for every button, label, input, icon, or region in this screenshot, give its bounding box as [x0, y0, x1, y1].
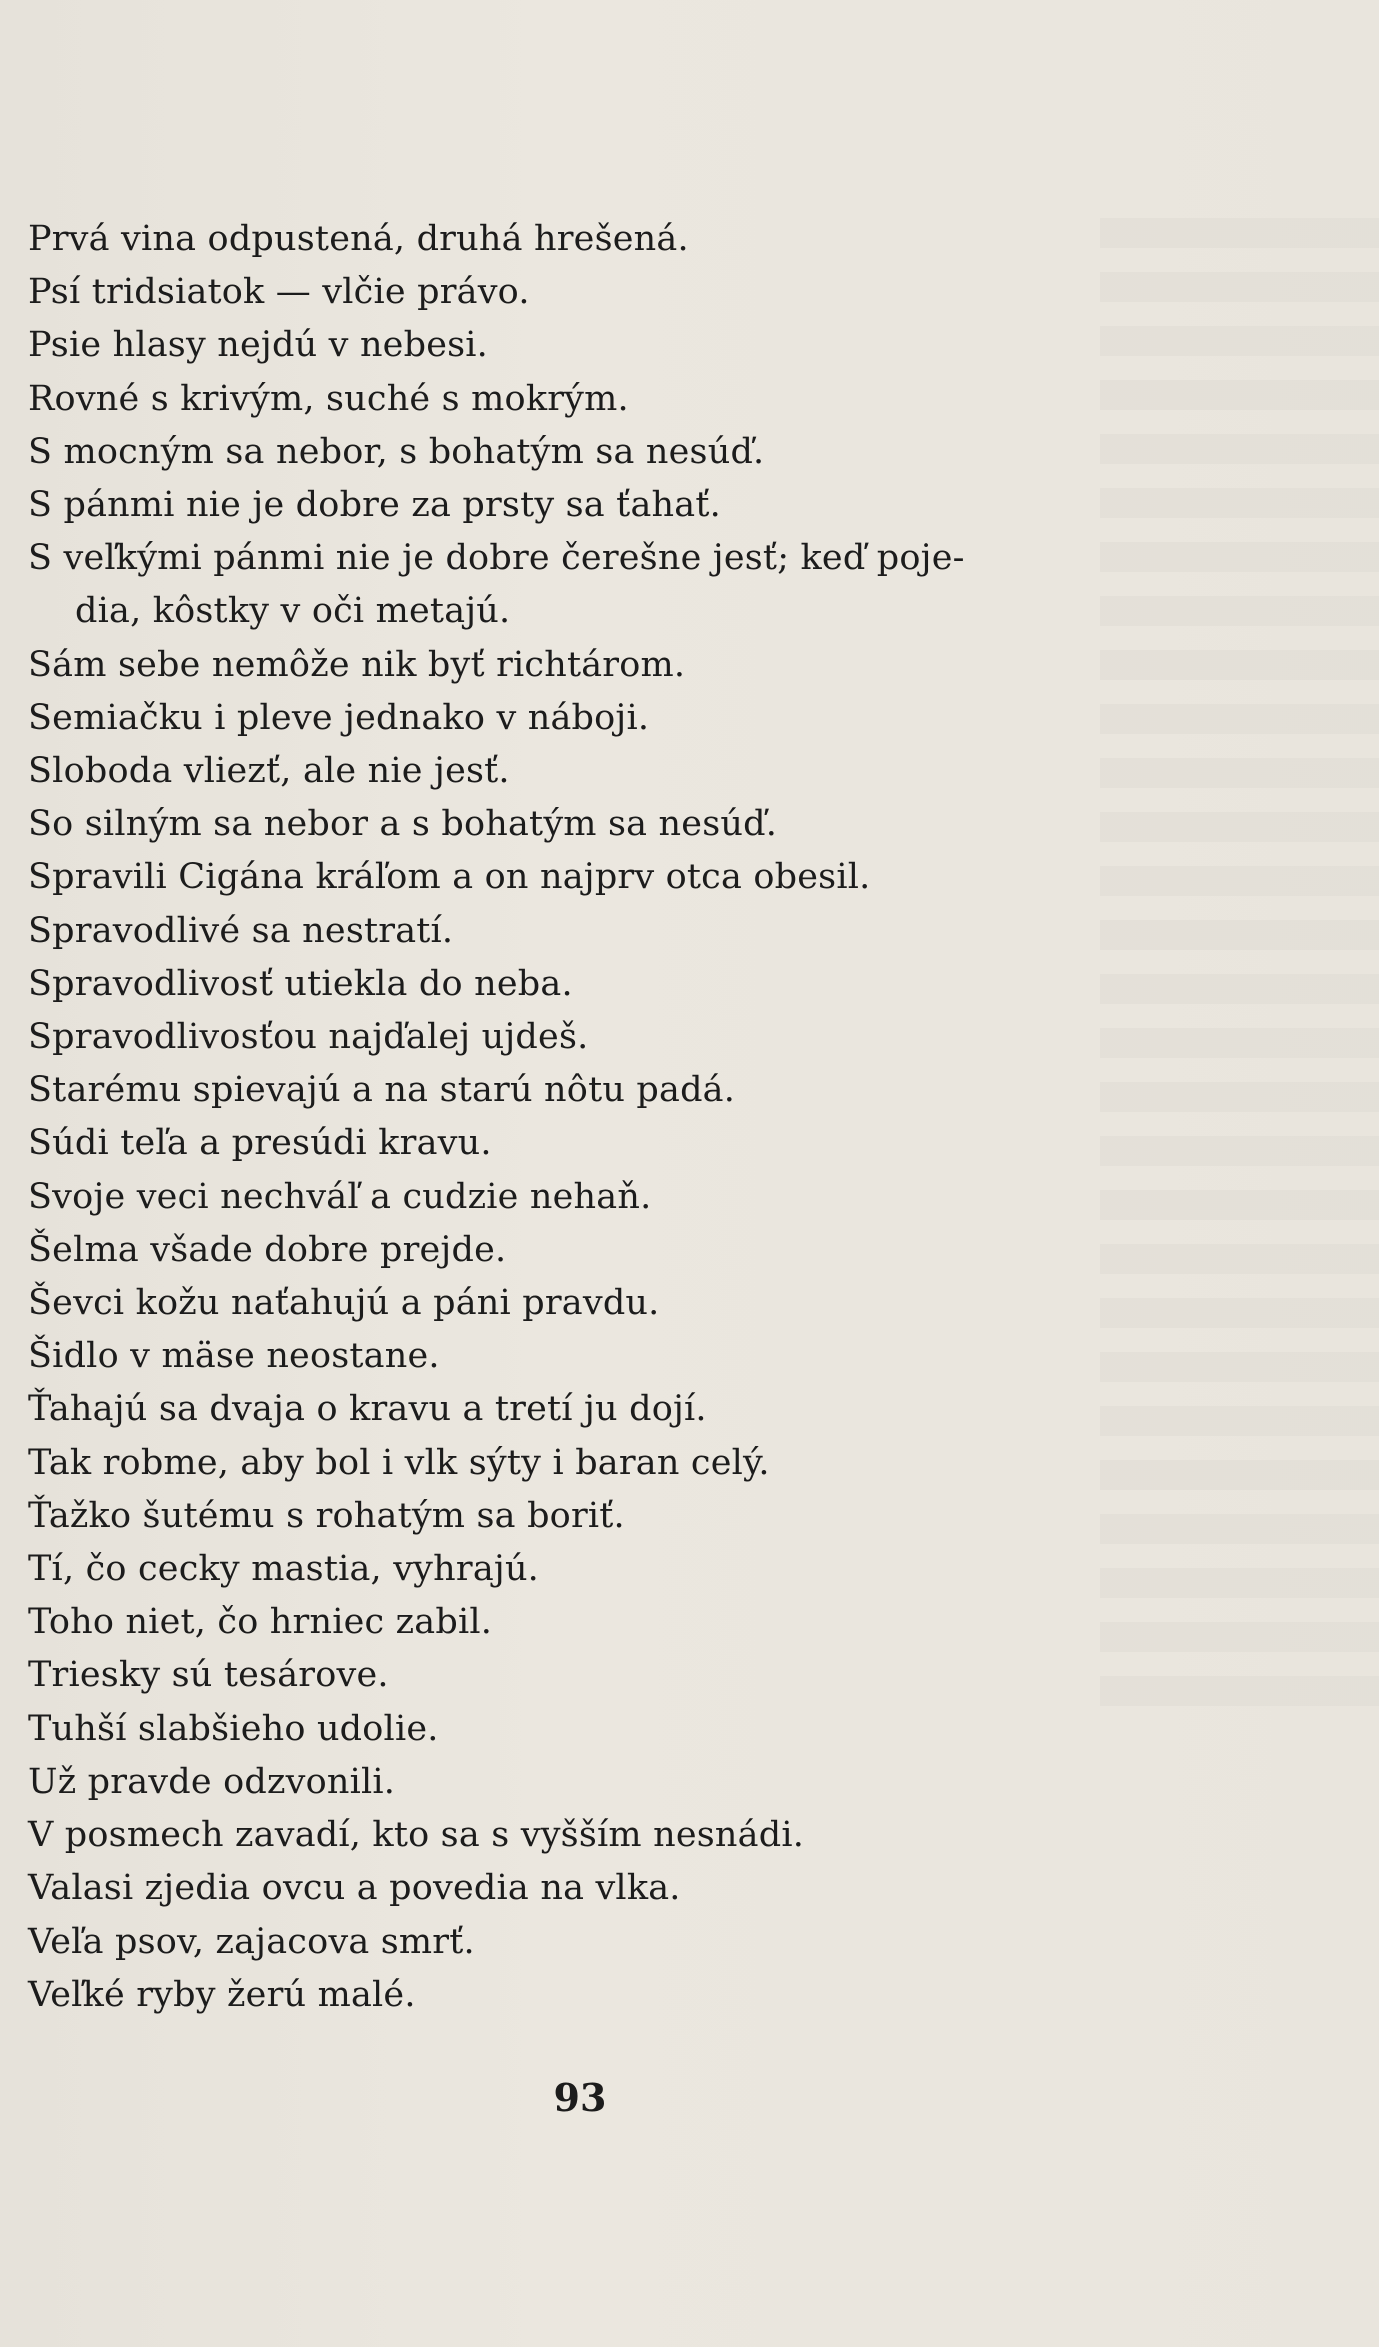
proverb-line: V posmech zavadí, kto sa s vyšším nesnádi.	[28, 1815, 805, 1856]
proverb-line: Psie hlasy nejdú v nebesi.	[28, 325, 488, 366]
proverb-line: Spravodlivosťou najďalej ujdeš.	[28, 1017, 589, 1058]
proverb-line: Semiačku i pleve jednako v náboji.	[28, 697, 650, 738]
proverb-line: Už pravde odzvonili.	[28, 1761, 396, 1802]
proverb-line-continuation: dia, kôstky v oči metajú.	[75, 591, 511, 632]
proverb-line: Svoje veci nechváľ a cudzie nehaň.	[28, 1176, 652, 1217]
proverb-line: Rovné s krivým, suché s mokrým.	[28, 378, 629, 419]
proverb-line: Valasi zjedia ovcu a povedia na vlka.	[28, 1868, 681, 1909]
proverb-line: So silným sa nebor a s bohatým sa nesúď.	[28, 804, 778, 845]
proverb-line: S pánmi nie je dobre za prsty sa ťahať.	[28, 485, 721, 526]
proverb-line: Veľa psov, zajacova smrť.	[28, 1921, 475, 1962]
proverb-line: Šelma všade dobre prejde.	[28, 1229, 507, 1270]
proverb-line: Starému spievajú a na starú nôtu padá.	[28, 1070, 736, 1111]
proverb-line: Tuhší slabšieho udolie.	[28, 1708, 439, 1749]
proverb-line: Ťažko šutému s rohatým sa boriť.	[28, 1495, 625, 1536]
proverb-line: Ševci kožu naťahujú a páni pravdu.	[28, 1283, 660, 1324]
proverb-line: Sloboda vliezť, ale nie jesť.	[28, 751, 510, 792]
proverb-line: Spravodlivé sa nestratí.	[28, 910, 454, 951]
proverb-line-first: S veľkými pánmi nie je dobre čerešne jesť; keď poje-	[28, 538, 965, 579]
proverb-line: Spravodlivosť utiekla do neba.	[28, 963, 573, 1004]
proverb-line: Tí, čo cecky mastia, vyhrajú.	[28, 1549, 540, 1590]
proverb-list	[28, 213, 1188, 2022]
proverb-line: Sám sebe nemôže nik byť richtárom.	[28, 644, 686, 685]
proverb-line: Veľké ryby žerú malé.	[28, 1974, 416, 2015]
page-number: 93	[553, 2075, 607, 2120]
proverb-line: Toho niet, čo hrniec zabil.	[28, 1602, 493, 1643]
proverb-line: Šidlo v mäse neostane.	[28, 1336, 440, 1377]
proverb-line: Triesky sú tesárove.	[28, 1655, 389, 1696]
proverb-line: Spravili Cigána kráľom a on najprv otca obesil.	[28, 857, 871, 898]
proverb-line-multiline	[28, 532, 1188, 638]
proverb-line: Tak robme, aby bol i vlk sýty i baran celý.	[28, 1442, 770, 1483]
proverb-line: Súdi teľa a presúdi kravu.	[28, 1123, 492, 1164]
proverb-line: S mocným sa nebor, s bohatým sa nesúď.	[28, 431, 765, 472]
proverb-line: Prvá vina odpustená, druhá hrešená.	[28, 219, 689, 259]
proverb-line: Ťahajú sa dvaja o kravu a tretí ju dojí.	[28, 1389, 707, 1430]
proverb-line: Psí tridsiatok — vlčie právo.	[28, 272, 530, 313]
